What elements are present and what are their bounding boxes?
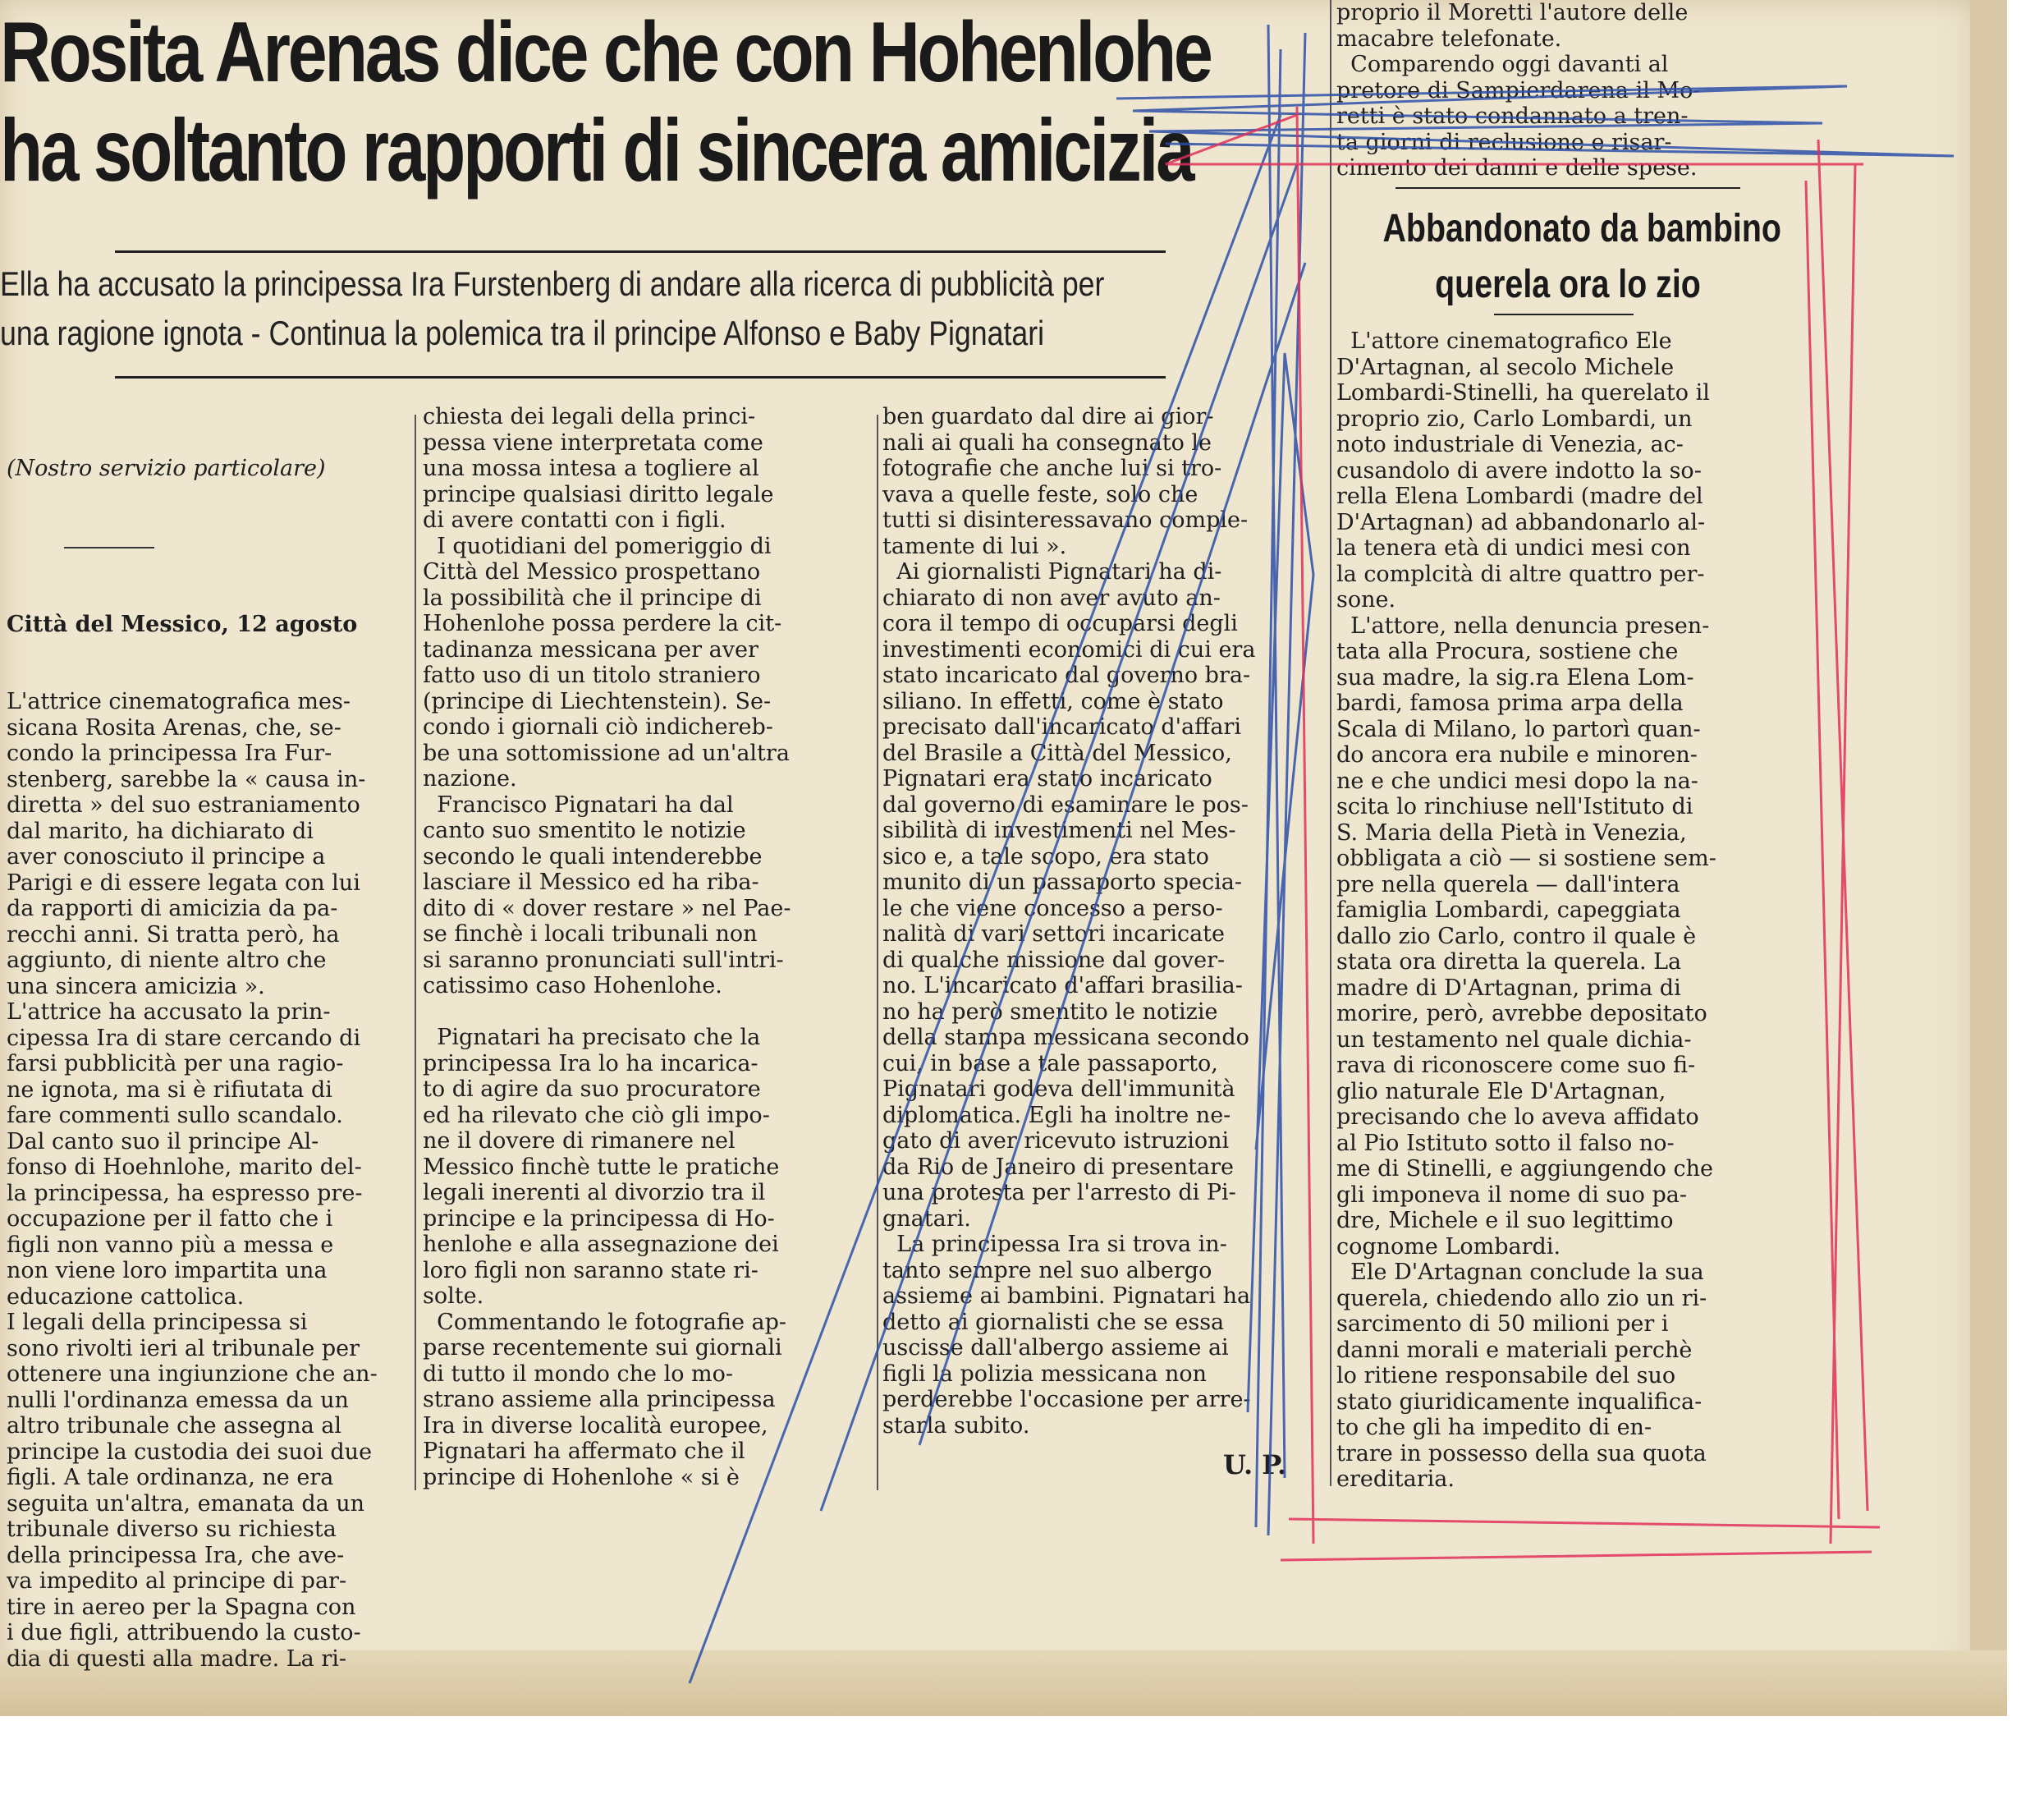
text-line: S. Maria della Pietà in Venezia, (1336, 819, 1687, 846)
text-line: sicana Rosita Arenas, che, se- (7, 714, 341, 741)
text-line: tribunale diverso su richiesta (7, 1517, 337, 1542)
text-line: pre nella querela — dall'intera (1336, 871, 1680, 897)
text-line: dre, Michele e il suo legittimo (1336, 1208, 1674, 1233)
text-line: i due figli, attribuendo la custo- (7, 1620, 361, 1645)
text-line: si saranno pronunciati sull'intri- (423, 947, 784, 973)
text-line: L'attore cinematografico Ele (1336, 328, 1672, 354)
text-line: madre di D'Artagnan, prima di (1336, 975, 1681, 1001)
text-line: proprio il Moretti l'autore delle (1336, 0, 1689, 25)
text-line: D'Artagnan, al secolo Michele (1336, 354, 1675, 380)
text-line: L'attrice cinematografica mes- (7, 689, 351, 714)
text-line: sarcimento di 50 milioni per i (1336, 1311, 1669, 1337)
text-line: rava di riconoscere come suo fi- (1336, 1053, 1696, 1078)
text-line: munito di un passaporto specia- (882, 870, 1242, 895)
text-line: stato incaricato dal governo bra- (882, 663, 1251, 688)
text-line: querela, chiedendo allo zio un ri- (1336, 1285, 1707, 1311)
text-line: va impedito al principe di par- (7, 1568, 347, 1594)
text-line: Messico finchè tutte le pratiche (423, 1154, 780, 1180)
text-line: recchi anni. Si tratta però, ha (7, 921, 340, 948)
text-line: tadinanza messicana per aver (423, 636, 758, 663)
text-line: bardi, famosa prima arpa della (1336, 691, 1684, 716)
text-line: principe e la principessa di Ho- (423, 1205, 775, 1232)
text-line: henlohe e alla assegnazione dei (423, 1232, 779, 1257)
text-line: canto suo smentito le notizie (423, 818, 746, 843)
text-line: principe di Hohenlohe « si è (423, 1464, 740, 1490)
text-line: dito di « dover restare » nel Pae- (423, 895, 791, 921)
text-line: di avere contatti con i figli. (423, 507, 726, 533)
text-line: una sincera amicizia ». (7, 973, 265, 999)
side-story-headline-line-2: querela ora lo zio (1435, 263, 1701, 306)
text-line: da Rio de Janeiro di presentare (882, 1154, 1235, 1180)
text-line: famiglia Lombardi, capeggiata (1336, 897, 1681, 923)
text-line: condo i giornali ciò indichereb- (423, 714, 773, 740)
text-line: chiarato di non aver avuto an- (882, 585, 1221, 611)
text-line: lasciare il Messico ed ha riba- (423, 870, 759, 895)
text-line: uscisse dall'albergo assieme ai (882, 1335, 1229, 1361)
text-line: precisato dall'incaricato d'affari (882, 714, 1241, 740)
text-line: al Pio Istituto sotto il falso no- (1336, 1130, 1675, 1156)
text-line: fare commenti sullo scandalo. (7, 1103, 343, 1128)
text-line: dia di questi alla madre. La ri- (7, 1645, 347, 1672)
text-line: fatto uso di un titolo straniero (423, 663, 761, 688)
text-line: una protesta per l'arresto di Pi- (882, 1180, 1236, 1205)
text-line: principessa Ira lo ha incarica- (423, 1050, 758, 1076)
text-line: diplomatica. Egli ha inoltre ne- (882, 1102, 1231, 1128)
text-line: cusandolo di avere indotto la so- (1336, 457, 1702, 484)
text-line: La principessa Ira si trova in- (882, 1232, 1227, 1257)
text-line: Pignatari ha affermato che il (423, 1439, 745, 1464)
text-line: secondo le quali intenderebbe (423, 843, 763, 870)
text-line: scita lo rinchiuse nell'Istituto di (1336, 794, 1693, 819)
text-line: siliano. In effetti, come è stato (882, 688, 1224, 714)
text-line: I quotidiani del pomeriggio di (423, 533, 772, 559)
text-line: me di Stinelli, e aggiungendo che (1336, 1156, 1713, 1182)
text-line: di tutto il mondo che lo mo- (423, 1361, 734, 1387)
text-line: stenberg, sarebbe la « causa in- (7, 766, 366, 792)
text-line: detto ai giornalisti che se essa (882, 1309, 1225, 1335)
text-line: ottenere una ingiunzione che an- (7, 1361, 378, 1387)
text-line: dallo zio Carlo, contro il quale è (1336, 923, 1697, 949)
text-line: la principessa, ha espresso pre- (7, 1180, 363, 1206)
text-line: chiesta dei legali della princi- (423, 404, 756, 429)
text-line: se finchè i locali tribunali non (423, 921, 758, 947)
text-line: la tenera età di undici mesi con (1336, 535, 1691, 561)
text-line: Ele D'Artagnan conclude la sua (1336, 1260, 1704, 1285)
text-line: Dal canto suo il principe Al- (7, 1128, 319, 1154)
text-line: to che gli ha impedito di en- (1336, 1415, 1652, 1440)
text-line: Ai giornalisti Pignatari ha di- (882, 559, 1222, 585)
text-line: I legali della principessa si (7, 1310, 308, 1335)
text-line: Scala di Milano, lo partorì quan- (1336, 716, 1701, 742)
text-line: le che viene concesso a perso- (882, 895, 1223, 921)
text-line: lo ritiene responsabile del suo (1336, 1363, 1676, 1388)
text-line: no. L'incaricato d'affari brasilia- (882, 973, 1243, 998)
byline: (Nostro servizio particolare) (7, 456, 326, 481)
text-line: la possibilità che il principe di (423, 585, 762, 611)
subheadline-line-2: una ragione ignota - Continua la polemica tra il principe Alfonso e Baby Pignatari (0, 314, 1045, 352)
text-line: nalità di vari settori incaricate (882, 921, 1226, 947)
text-line: tamente di lui ». (882, 533, 1067, 559)
text-line: sico e, a tale scopo, era stato (882, 843, 1209, 870)
text-line: fonso di Hoehnlohe, marito del- (7, 1154, 362, 1180)
text-line: obbligata a ciò — si sostiene sem- (1336, 846, 1716, 871)
text-line: principe la custodia dei suoi due (7, 1439, 373, 1465)
text-line: da rapporti di amicizia da pa- (7, 896, 338, 921)
text-line: legali inerenti al divorzio tra il (423, 1180, 766, 1205)
text-line: strano assieme alla principessa (423, 1387, 776, 1412)
text-line: Hohenlohe possa perdere la cit- (423, 611, 782, 636)
text-line: farsi pubblicità per una ragio- (7, 1051, 344, 1076)
text-line: Città del Messico prospettano (423, 559, 761, 585)
text-line: pessa viene interpretata come (423, 429, 763, 456)
text-line: sone. (1336, 587, 1396, 613)
text-line: figli la polizia messicana non (882, 1361, 1208, 1387)
text-line: ben guardato dal dire ai gior- (882, 404, 1214, 429)
text-line: catissimo caso Hohenlohe. (423, 973, 722, 998)
text-line: tata alla Procura, sostiene che (1336, 639, 1679, 664)
text-line: precisando che lo aveva affidato (1336, 1104, 1699, 1130)
text-line: altro tribunale che assegna al (7, 1413, 342, 1439)
text-line: solte. (423, 1283, 484, 1309)
text-line: assieme ai bambini. Pignatari ha (882, 1283, 1251, 1309)
text-line: glio naturale Ele D'Artagnan, (1336, 1078, 1666, 1104)
text-line: seguita un'altra, emanata da un (7, 1490, 365, 1517)
text-line: fotografie che anche lui si tro- (882, 456, 1222, 481)
text-line: tutti si disinteressavano comple- (882, 507, 1249, 533)
text-line: danni morali e materiali perchè (1336, 1337, 1693, 1363)
text-line: Francisco Pignatari ha dal (423, 792, 734, 818)
text-line: figli. A tale ordinanza, ne era (7, 1465, 334, 1490)
text-line: nulli l'ordinanza emessa da un (7, 1387, 349, 1413)
article-signature: U. P. (1223, 1449, 1287, 1480)
text-line: ereditaria. (1336, 1466, 1455, 1492)
text-line: di qualche missione dal gover- (882, 947, 1226, 973)
blue-pen-marks (690, 25, 1954, 1683)
headline-line-1: Rosita Arenas dice che con Hohenlohe (0, 5, 1211, 100)
text-line: perderebbe l'occasione per arre- (882, 1387, 1251, 1412)
text-line: nali ai quali ha consegnato le (882, 429, 1212, 456)
text-line: no ha però smentito le notizie (882, 998, 1218, 1025)
text-line: dal governo di esaminare le pos- (882, 792, 1249, 818)
text-line: rella Elena Lombardi (madre del (1336, 484, 1703, 509)
text-line: ta giorni di reclusione e risar- (1336, 129, 1672, 155)
text-line: cui, in base a tale passaporto, (882, 1050, 1218, 1076)
text-line: condo la principessa Ira Fur- (7, 741, 332, 766)
text-line: dal marito, ha dichiarato di (7, 818, 314, 844)
text-line: stata ora diretta la querela. La (1336, 949, 1682, 975)
text-line: gnatari. (882, 1205, 971, 1232)
text-line: (principe di Liechtenstein). Se- (423, 688, 772, 714)
text-line: principe qualsiasi diritto legale (423, 481, 774, 507)
text-line: Pignatari ha precisato che la (423, 1025, 761, 1050)
text-line: be una sottomissione ad un'altra (423, 740, 790, 766)
text-line: parse recentemente sui giornali (423, 1335, 782, 1361)
text-line: L'attrice ha accusato la prin- (7, 999, 331, 1025)
side-story-headline-line-1: Abbandonato da bambino (1382, 207, 1781, 250)
text-line: Parigi e di essere legata con lui (7, 870, 360, 896)
headline-line-2: ha soltanto rapporti di sincera amicizia (0, 100, 1193, 200)
text-line: educazione cattolica. (7, 1283, 245, 1310)
text-line: stato giuridicamente inqualifica- (1336, 1388, 1703, 1415)
text-line: ne e che undici mesi dopo la na- (1336, 768, 1698, 794)
text-line: do ancora era nubile e minoren- (1336, 742, 1698, 768)
text-line: Commentando le fotografie ap- (423, 1309, 787, 1335)
text-line: tanto sempre nel suo albergo (882, 1257, 1212, 1283)
text-line: cognome Lombardi. (1336, 1233, 1561, 1260)
text-line: aggiunto, di niente altro che (7, 948, 327, 973)
text-line: sua madre, la sig.ra Elena Lom- (1336, 664, 1694, 691)
text-line: ne ignota, ma si è rifiutata di (7, 1076, 332, 1103)
text-line: ed ha rilevato che ciò gli impo- (423, 1102, 770, 1128)
text-line: occupazione per il fatto che i (7, 1206, 333, 1232)
text-line: un testamento nel quale dichia- (1336, 1026, 1692, 1053)
text-line: non viene loro impartita una (7, 1258, 328, 1283)
text-line: della stampa messicana secondo (882, 1025, 1249, 1050)
text-line: cora il tempo di occuparsi degli (882, 611, 1238, 636)
text-line: gato di aver ricevuto istruzioni (882, 1128, 1230, 1154)
text-line: Lombardi-Stinelli, ha querelato il (1336, 380, 1710, 406)
text-line: della principessa Ira, che ave- (7, 1542, 345, 1568)
text-line: loro figli non saranno state ri- (423, 1257, 758, 1283)
text-line: del Brasile a Città del Messico, (882, 740, 1232, 766)
text-line: pretore di Sampierdarena il Mo- (1336, 77, 1701, 103)
text-line: aver conosciuto il principe a (7, 844, 326, 870)
text-line: Comparendo oggi davanti al (1336, 52, 1669, 77)
text-line: D'Artagnan) ad abbandonarlo al- (1336, 509, 1706, 535)
text-line: cimento dei danni e delle spese. (1336, 155, 1698, 181)
dateline: Città del Messico, 12 agosto (7, 611, 358, 637)
text-line: L'attore, nella denuncia presen- (1336, 613, 1710, 639)
text-line: nazione. (423, 766, 517, 792)
text-line: Ira in diverse località europee, (423, 1412, 768, 1439)
text-line: morire, però, avrebbe depositato (1336, 1001, 1707, 1026)
text-line: una mossa intesa a togliere al (423, 456, 759, 481)
text-line: ne il dovere di rimanere nel (423, 1128, 736, 1154)
text-line: sono rivolti ieri al tribunale per (7, 1335, 360, 1361)
text-line: to di agire da suo procuratore (423, 1076, 761, 1102)
text-line: la complcità di altre quattro per- (1336, 561, 1705, 587)
text-line: retti è stato condannato a tren- (1336, 103, 1689, 129)
text-line: sibilità di investimenti nel Mes- (882, 818, 1236, 843)
text-line: tire in aereo per la Spagna con (7, 1594, 356, 1620)
text-line: cipessa Ira di stare cercando di (7, 1025, 361, 1051)
text-line: gli imponeva il nome di suo pa- (1336, 1182, 1687, 1208)
text-line: diretta » del suo estraniamento (7, 792, 360, 818)
text-line: macabre telefonate. (1336, 25, 1562, 52)
text-line: vava a quelle feste, solo che (882, 481, 1198, 507)
text-line: proprio zio, Carlo Lombardi, un (1336, 406, 1693, 432)
text-line: Pignatari godeva dell'immunità (882, 1076, 1235, 1102)
text-line: noto industriale di Venezia, ac- (1336, 432, 1684, 457)
text-line: Pignatari era stato incaricato (882, 766, 1212, 792)
text-line: starla subito. (882, 1412, 1030, 1439)
text-line: trare in possesso della sua quota (1336, 1440, 1707, 1466)
text-line: investimenti economici di cui era (882, 636, 1256, 663)
text-line: figli non vanno più a messa e (7, 1232, 334, 1258)
subheadline-line-1: Ella ha accusato la principessa Ira Furstenberg di andare alla ricerca di pubblicità per (0, 264, 1105, 303)
